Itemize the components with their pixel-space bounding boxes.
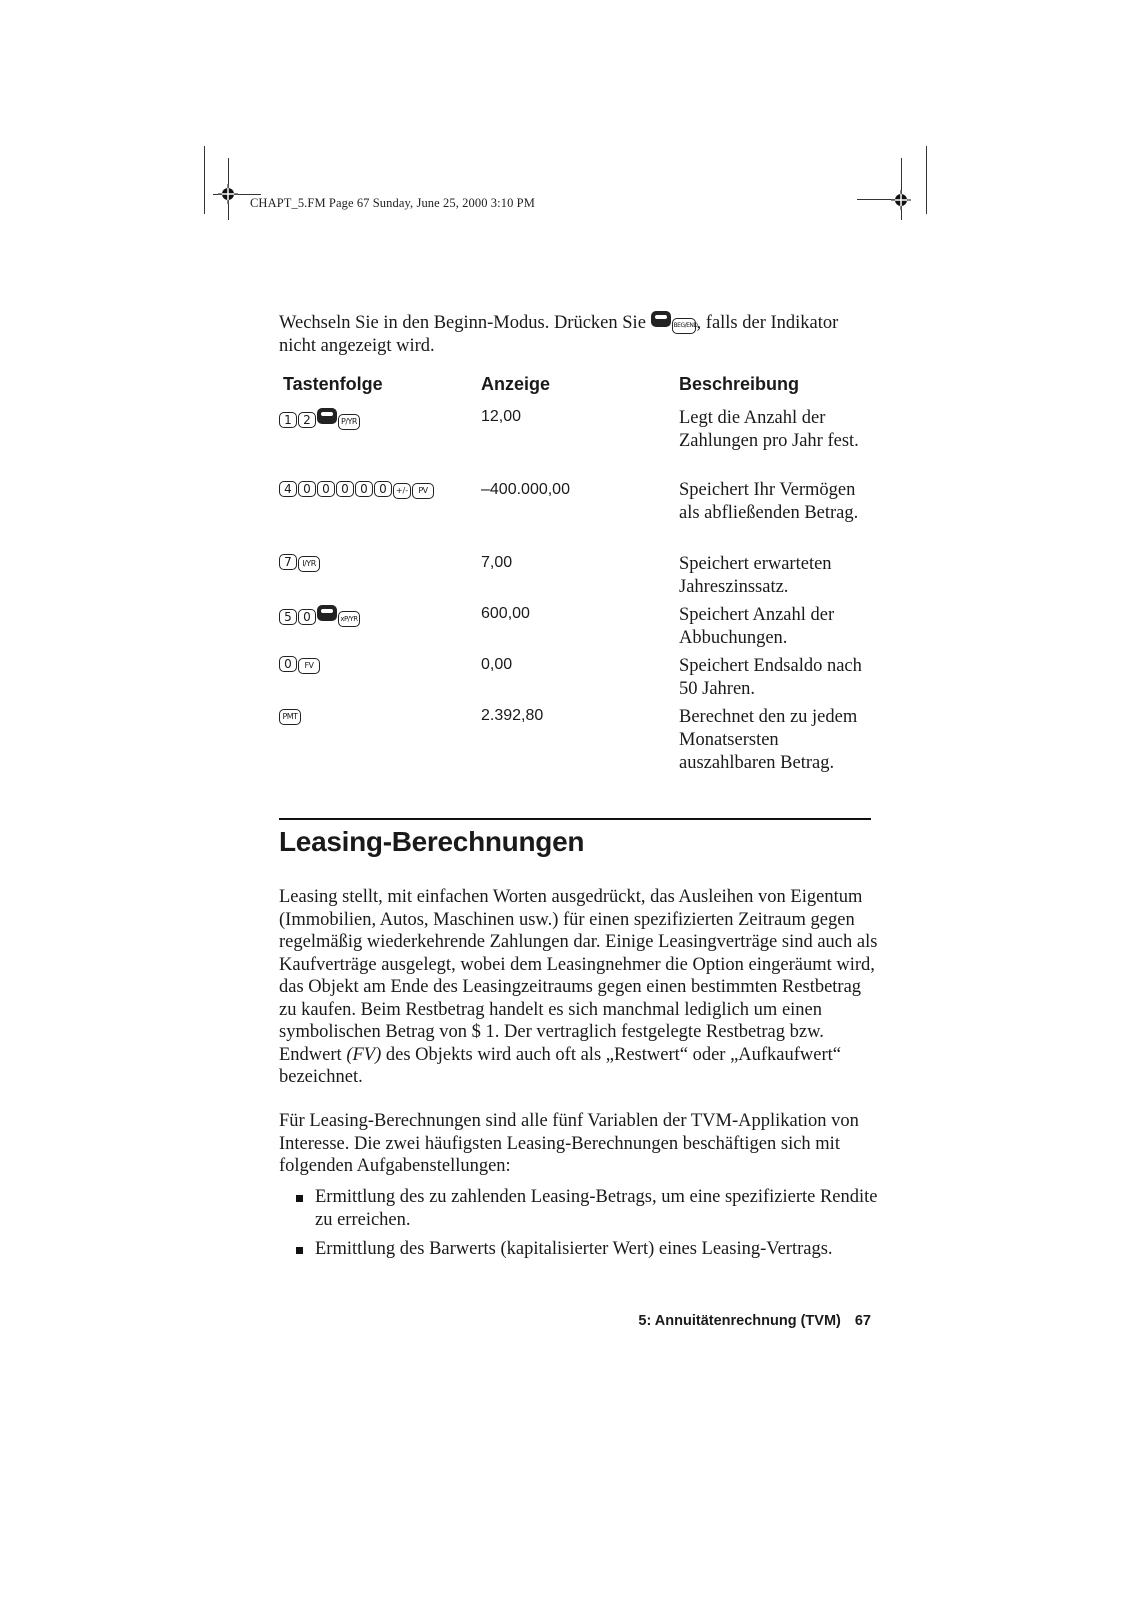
key-0-icon: 0	[298, 609, 316, 625]
key-0-icon: 0	[374, 481, 392, 497]
registration-mark-right-icon	[891, 190, 911, 210]
crop-mark-right-vertical	[926, 146, 927, 214]
iyr-key-icon: I/YR	[298, 556, 320, 572]
key-7-icon: 7	[279, 554, 297, 570]
xpyr-key-icon: xP/YR	[338, 611, 360, 627]
display-value: 600,00	[481, 605, 530, 622]
keystroke-sequence	[279, 707, 302, 725]
row-description: Speichert erwarteten Jahreszinssatz.	[679, 554, 832, 597]
key-0-icon: 0	[336, 481, 354, 497]
intro-text-before: Wechseln Sie in den Beginn-Modus. Drücken Sie	[279, 313, 651, 333]
shift-key-icon	[317, 605, 337, 621]
table-header-description: Beschreibung	[679, 374, 800, 394]
list-item-text: Ermittlung des Barwerts (kapitalisierter Wert) eines Leasing-Vertrags.	[315, 1239, 833, 1259]
pmt-key-icon: PMT	[279, 709, 301, 725]
keystroke-sequence	[279, 481, 435, 499]
section-title: Leasing-Berechnungen	[279, 826, 585, 857]
display-value: –400.000,00	[481, 481, 570, 498]
intro-text-after: , falls der Indikator nicht angezeigt wird.	[279, 313, 839, 356]
row-description: Speichert Endsaldo nach 50 Jahren.	[679, 656, 862, 699]
beg-end-key-icon: BEG/END	[672, 318, 696, 334]
intro-paragraph	[279, 311, 839, 358]
list-item-text: Ermittlung des zu zahlenden Leasing-Betrags, um eine spezifizierte Rendite zu erreichen.	[315, 1187, 878, 1230]
crop-mark-left-vertical	[204, 146, 205, 214]
display-value: 7,00	[481, 554, 513, 571]
keystroke-sequence	[279, 605, 361, 627]
keystroke-sequence	[279, 656, 321, 674]
paragraph-leasing-definition	[279, 886, 879, 1089]
footer-chapter: 5: Annuitätenrechnung (TVM)	[638, 1313, 841, 1329]
key-1-icon: 1	[279, 412, 297, 428]
bullet-list	[279, 1186, 879, 1268]
table-header-display: Anzeige	[481, 374, 551, 394]
key-0-icon: 0	[298, 481, 316, 497]
registration-mark-left-icon	[218, 184, 238, 204]
shift-key-icon	[317, 408, 337, 424]
shift-key-icon	[651, 311, 671, 327]
key-0-icon: 0	[355, 481, 373, 497]
paragraph-text: Leasing stellt, mit einfachen Worten ausgedrückt, das Ausleihen von Eigentum (Immobilien, Autos, Maschinen usw.) für einen spezifizierten Zeitraum gegen regelmäßig wiederkehrende Zahlungen dar. Einige Leasingverträge sind auch als Kaufverträge ausgelegt, wobei dem Leasingnehmer die Option eingeräumt wird, das Objekt am Ende des Leasingzeitraums gegen einen bestimmten Restbetrag zu kaufen. Beim Restbetrag handelt es sich manchmal lediglich um einen symbolischen Betrag von $ 1. Der vertraglich festgelegte Restbetrag bzw. Endwert	[279, 887, 878, 1065]
table-header-keys: Tastenfolge	[283, 374, 383, 394]
key-4-icon: 4	[279, 481, 297, 497]
fv-italic: (FV)	[346, 1044, 382, 1065]
paragraph-text-end: des Objekts wird auch oft als „Restwert“ oder „Aufkaufwert“ bezeichnet.	[279, 1044, 842, 1087]
key-5-icon: 5	[279, 609, 297, 625]
row-description: Speichert Anzahl der Abbuchungen.	[679, 605, 835, 648]
key-0-icon: 0	[317, 481, 335, 497]
display-value: 0,00	[481, 656, 513, 673]
key-0-icon: 0	[279, 656, 297, 672]
page-number: 67	[854, 1313, 871, 1329]
fv-key-icon: FV	[298, 658, 320, 674]
list-item	[279, 1186, 879, 1231]
display-value: 12,00	[481, 408, 522, 425]
row-description: Berechnet den zu jedem Monatsersten auszahlbaren Betrag.	[679, 707, 858, 773]
print-header: CHAPT_5.FM Page 67 Sunday, June 25, 2000 3:10 PM	[250, 196, 535, 210]
paragraph-tvm-variables: Für Leasing-Berechnungen sind alle fünf Variablen der TVM-Applikation von Interesse. Die zwei häufigsten Leasing-Berechnungen beschäftigen sich mit folgenden Aufgabenstellungen:	[279, 1111, 859, 1176]
key-2-icon: 2	[298, 412, 316, 428]
bullet-square-icon	[296, 1247, 303, 1254]
plus-minus-key-icon: +/-	[393, 483, 411, 499]
bullet-square-icon	[296, 1195, 303, 1202]
pyr-key-icon: P/YR	[338, 414, 360, 430]
list-item	[279, 1238, 879, 1261]
section-divider	[279, 818, 871, 820]
keystroke-sequence	[279, 554, 321, 572]
page-footer	[638, 1313, 871, 1329]
pv-key-icon: PV	[412, 483, 434, 499]
display-value: 2.392,80	[481, 707, 544, 724]
crop-mark-right-inner	[901, 158, 902, 220]
row-description: Speichert Ihr Vermögen als abfließenden Betrag.	[679, 480, 859, 523]
keystroke-sequence	[279, 408, 361, 430]
row-description: Legt die Anzahl der Zahlungen pro Jahr fest.	[679, 408, 859, 451]
